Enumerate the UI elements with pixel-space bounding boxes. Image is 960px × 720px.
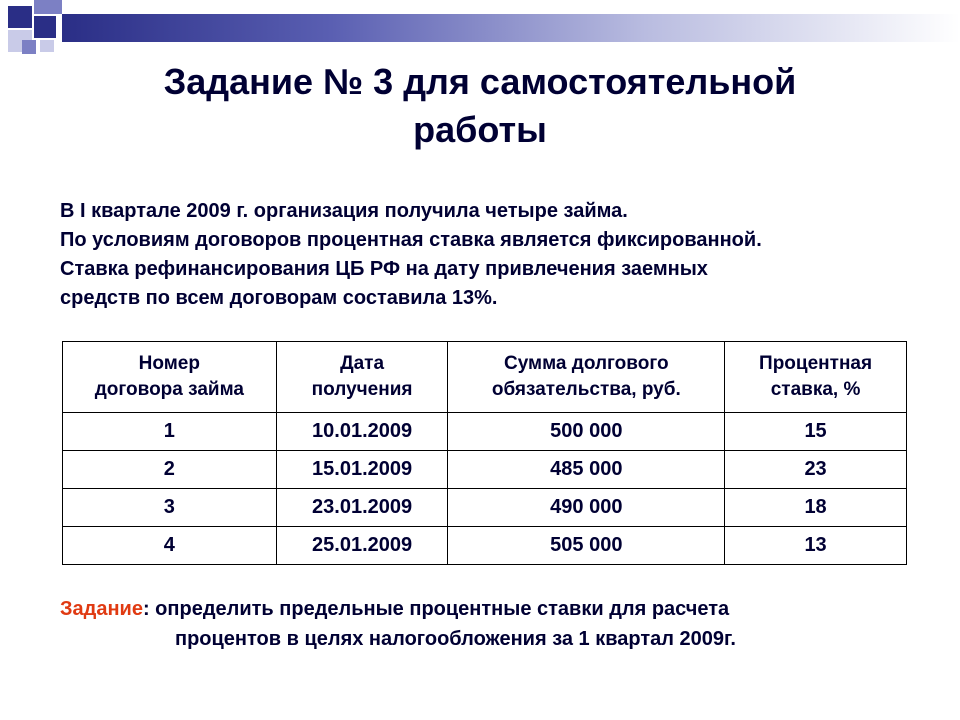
table-row [63, 489, 907, 527]
deco-square [8, 6, 32, 28]
cell-date: 10.01.2009 [276, 413, 448, 451]
cell-rate: 13 [725, 527, 907, 565]
table-header-row [63, 342, 907, 413]
intro-text [60, 197, 930, 313]
column-header-amount [448, 342, 725, 413]
header-text: обязательства, руб. [491, 379, 681, 400]
slide-title-line2: работы [413, 109, 547, 150]
cell-date: 25.01.2009 [276, 527, 448, 565]
cell-contract-number: 3 [63, 489, 277, 527]
cell-amount: 490 000 [448, 489, 725, 527]
table-row [63, 451, 907, 489]
table-row [63, 413, 907, 451]
header-text: Дата [340, 353, 385, 374]
cell-amount: 500 000 [448, 413, 725, 451]
intro-line: По условиям договоров процентная ставка является фиксированной. [60, 229, 762, 251]
deco-square [22, 40, 36, 54]
column-header-date [276, 342, 448, 413]
loans-table [62, 341, 907, 565]
column-header-rate [725, 342, 907, 413]
deco-square [34, 16, 56, 38]
slide-title-line1: Задание № 3 для самостоятельной [163, 61, 797, 102]
cell-contract-number: 1 [63, 413, 277, 451]
deco-square [40, 40, 54, 52]
header-gradient-bar [62, 14, 960, 42]
cell-contract-number: 2 [63, 451, 277, 489]
slide-title [0, 58, 960, 154]
header-text: Номер [138, 353, 200, 374]
column-header-contract-number [63, 342, 277, 413]
cell-rate: 18 [725, 489, 907, 527]
intro-line: Ставка рефинансирования ЦБ РФ на дату привлечения заемных [60, 258, 708, 280]
intro-line: В I квартале 2009 г. организация получила четыре займа. [60, 200, 628, 222]
cell-amount: 505 000 [448, 527, 725, 565]
header-text: получения [311, 379, 413, 400]
intro-line: средств по всем договорам составила 13%. [60, 287, 498, 309]
table-row [63, 527, 907, 565]
task-text-line2: процентов в целях налогообложения за 1 квартал 2009г. [175, 628, 736, 650]
cell-date: 23.01.2009 [276, 489, 448, 527]
cell-contract-number: 4 [63, 527, 277, 565]
task-statement [60, 594, 736, 654]
task-label: Задание [60, 598, 143, 620]
cell-rate: 15 [725, 413, 907, 451]
header-text: договора займа [94, 379, 244, 400]
header-text: Сумма долгового [504, 353, 669, 374]
header-text: ставка, % [770, 379, 861, 400]
deco-square [34, 0, 62, 14]
cell-date: 15.01.2009 [276, 451, 448, 489]
task-text-line1: : определить предельные процентные ставки для расчета [142, 598, 730, 620]
cell-amount: 485 000 [448, 451, 725, 489]
cell-rate: 23 [725, 451, 907, 489]
header-text: Процентная [759, 353, 873, 374]
